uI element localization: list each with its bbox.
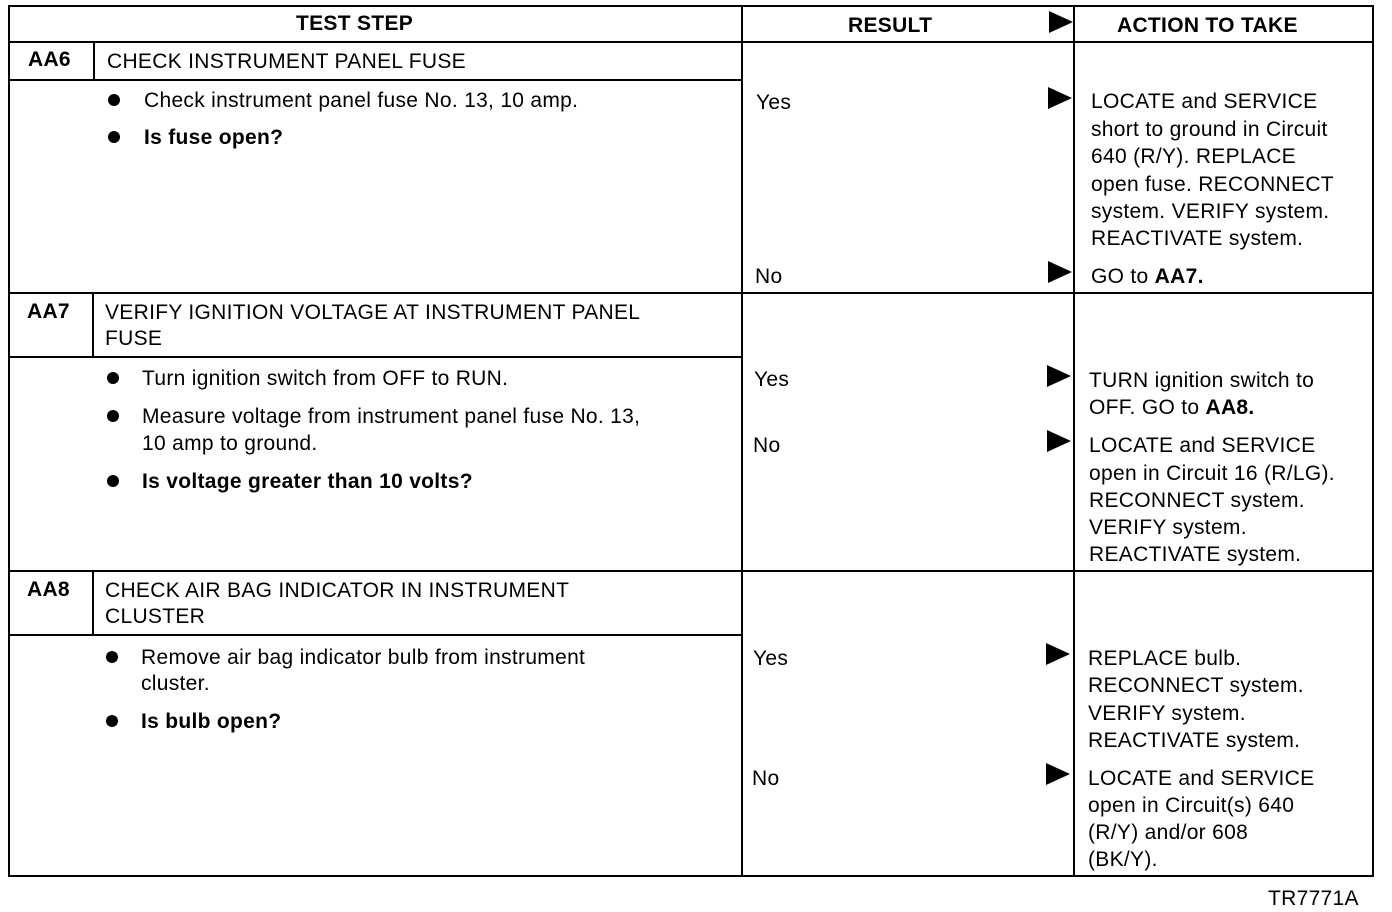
aa6-question: Is fuse open? [144, 126, 284, 149]
bullet-icon [106, 651, 118, 663]
column-divider-action [1073, 5, 1075, 877]
aa7-yes-action-1: TURN ignition switch to [1089, 369, 1315, 392]
step-title-aa7-line2: FUSE [105, 327, 163, 350]
aa6-result-yes: Yes [756, 91, 792, 114]
aa6-id-divider [93, 41, 95, 80]
aa7-yes-action-link: AA8. [1205, 396, 1255, 419]
step-title-aa8-line1: CHECK AIR BAG INDICATOR IN INSTRUMENT [105, 579, 570, 602]
aa6-no-arrow-icon [1048, 261, 1072, 283]
aa8-bullet-1-line2: cluster. [141, 672, 210, 695]
aa7-title-underline [8, 356, 743, 358]
aa6-yes-arrow-icon [1048, 87, 1072, 109]
bullet-icon [108, 94, 120, 106]
aa6-result-no: No [755, 265, 783, 288]
aa7-no-action-4: VERIFY system. [1089, 516, 1247, 539]
aa7-yes-action-text: OFF. GO to [1089, 396, 1206, 419]
header-arrow-icon [1049, 11, 1073, 33]
aa6-yes-action-1: LOCATE and SERVICE [1091, 90, 1318, 113]
table-border-top [8, 5, 1374, 7]
step-title-aa6: CHECK INSTRUMENT PANEL FUSE [107, 50, 466, 73]
step-title-aa8-line2: CLUSTER [105, 605, 206, 628]
bullet-icon [107, 475, 119, 487]
figure-id: TR7771A [1268, 887, 1359, 910]
aa7-no-action-5: REACTIVATE system. [1089, 543, 1302, 566]
column-divider-result [741, 5, 743, 877]
aa6-yes-action-4: open fuse. RECONNECT [1091, 173, 1334, 196]
header-action: ACTION TO TAKE [1117, 14, 1298, 37]
aa8-result-no: No [752, 767, 780, 790]
aa7-yes-action-2 [1089, 394, 1255, 421]
step-id-aa6: AA6 [28, 48, 71, 71]
step-id-aa7: AA7 [27, 300, 70, 323]
aa7-no-arrow-icon [1047, 430, 1071, 452]
table-border-right [1372, 5, 1374, 877]
aa7-result-yes: Yes [754, 368, 790, 391]
row-divider-aa7 [8, 570, 1374, 572]
aa7-bullet-2-line2: 10 amp to ground. [142, 432, 318, 455]
aa7-yes-arrow-icon [1047, 365, 1071, 387]
aa7-bullet-1: Turn ignition switch from OFF to RUN. [142, 367, 509, 390]
aa8-no-action-1: LOCATE and SERVICE [1088, 767, 1315, 790]
table-border-left [8, 5, 10, 877]
aa8-no-action-4: (BK/Y). [1088, 848, 1158, 871]
bullet-icon [107, 372, 119, 384]
header-divider [8, 41, 1374, 43]
aa7-result-no: No [753, 434, 781, 457]
aa7-no-action-2: open in Circuit 16 (R/LG). [1089, 462, 1335, 485]
table-border-bottom [8, 875, 1374, 877]
aa8-id-divider [92, 570, 94, 635]
bullet-icon [107, 410, 119, 422]
aa6-title-underline [8, 79, 743, 81]
aa7-no-action-3: RECONNECT system. [1089, 489, 1305, 512]
bullet-icon [108, 131, 120, 143]
aa8-no-action-2: open in Circuit(s) 640 [1088, 794, 1295, 817]
bullet-icon [106, 715, 118, 727]
row-divider-aa6 [8, 292, 1374, 294]
step-title-aa7-line1: VERIFY IGNITION VOLTAGE AT INSTRUMENT PANEL [105, 301, 641, 324]
aa6-no-action-link: AA7. [1154, 265, 1204, 288]
aa8-title-underline [8, 634, 743, 636]
aa6-yes-action-5: system. VERIFY system. [1091, 200, 1330, 223]
aa8-yes-arrow-icon [1046, 643, 1070, 665]
aa8-bullet-1-line1: Remove air bag indicator bulb from instrument [141, 646, 586, 669]
aa8-no-arrow-icon [1046, 763, 1070, 785]
aa8-yes-action-4: REACTIVATE system. [1088, 729, 1301, 752]
aa7-id-divider [92, 292, 94, 357]
step-id-aa8: AA8 [27, 578, 70, 601]
aa8-yes-action-3: VERIFY system. [1088, 702, 1246, 725]
aa6-yes-action-6: REACTIVATE system. [1091, 227, 1304, 250]
aa8-yes-action-2: RECONNECT system. [1088, 674, 1304, 697]
aa6-yes-action-3: 640 (R/Y). REPLACE [1091, 145, 1296, 168]
aa6-no-action-text: GO to [1091, 265, 1155, 288]
aa8-question: Is bulb open? [141, 710, 282, 733]
aa7-no-action-1: LOCATE and SERVICE [1089, 434, 1316, 457]
aa8-result-yes: Yes [753, 647, 789, 670]
aa7-bullet-2-line1: Measure voltage from instrument panel fuse No. 13, [142, 405, 641, 428]
aa6-no-action [1091, 263, 1204, 290]
aa6-bullet-1: Check instrument panel fuse No. 13, 10 amp. [144, 89, 579, 112]
header-test-step: TEST STEP [296, 12, 414, 35]
aa8-yes-action-1: REPLACE bulb. [1088, 647, 1242, 670]
aa7-question: Is voltage greater than 10 volts? [142, 470, 473, 493]
header-result: RESULT [848, 14, 933, 37]
aa8-no-action-3: (R/Y) and/or 608 [1088, 821, 1249, 844]
aa6-yes-action-2: short to ground in Circuit [1091, 118, 1328, 141]
